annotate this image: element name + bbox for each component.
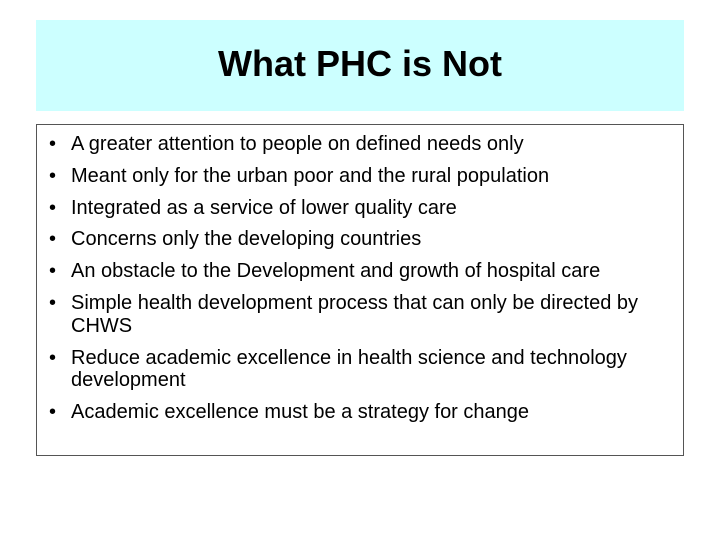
bullet-icon: • bbox=[49, 291, 57, 314]
bullet-text: Simple health development process that can only be directed by CHWS bbox=[71, 291, 639, 337]
slide-title: What PHC is Not bbox=[218, 43, 502, 84]
bullet-item bbox=[37, 165, 683, 188]
bullet-icon: • bbox=[49, 260, 57, 283]
bullet-text: Reduce academic excellence in health science and technology development bbox=[71, 346, 627, 392]
bullet-text: Integrated as a service of lower quality care bbox=[71, 196, 457, 219]
bullet-text: Meant only for the urban poor and the rural population bbox=[71, 164, 550, 187]
bullet-item bbox=[37, 133, 683, 156]
bullet-list bbox=[37, 133, 683, 433]
bullet-item bbox=[37, 260, 683, 283]
slide-title-box bbox=[36, 20, 684, 111]
slide-body-box bbox=[36, 124, 684, 456]
bullet-icon: • bbox=[49, 164, 57, 187]
bullet-text: A greater attention to people on defined needs only bbox=[71, 133, 524, 155]
bullet-item bbox=[37, 347, 683, 393]
bullet-item bbox=[37, 292, 683, 338]
bullet-text: Academic excellence must be a strategy for change bbox=[71, 401, 530, 424]
bullet-item bbox=[37, 197, 683, 220]
bullet-icon: • bbox=[49, 401, 57, 424]
bullet-item bbox=[37, 401, 683, 424]
bullet-item bbox=[37, 228, 683, 251]
bullet-text: An obstacle to the Development and growth of hospital care bbox=[71, 260, 601, 283]
bullet-icon: • bbox=[49, 133, 57, 155]
bullet-icon: • bbox=[49, 196, 57, 219]
bullet-text: Concerns only the developing countries bbox=[71, 228, 422, 251]
bullet-icon: • bbox=[49, 228, 57, 251]
bullet-icon: • bbox=[49, 346, 57, 369]
